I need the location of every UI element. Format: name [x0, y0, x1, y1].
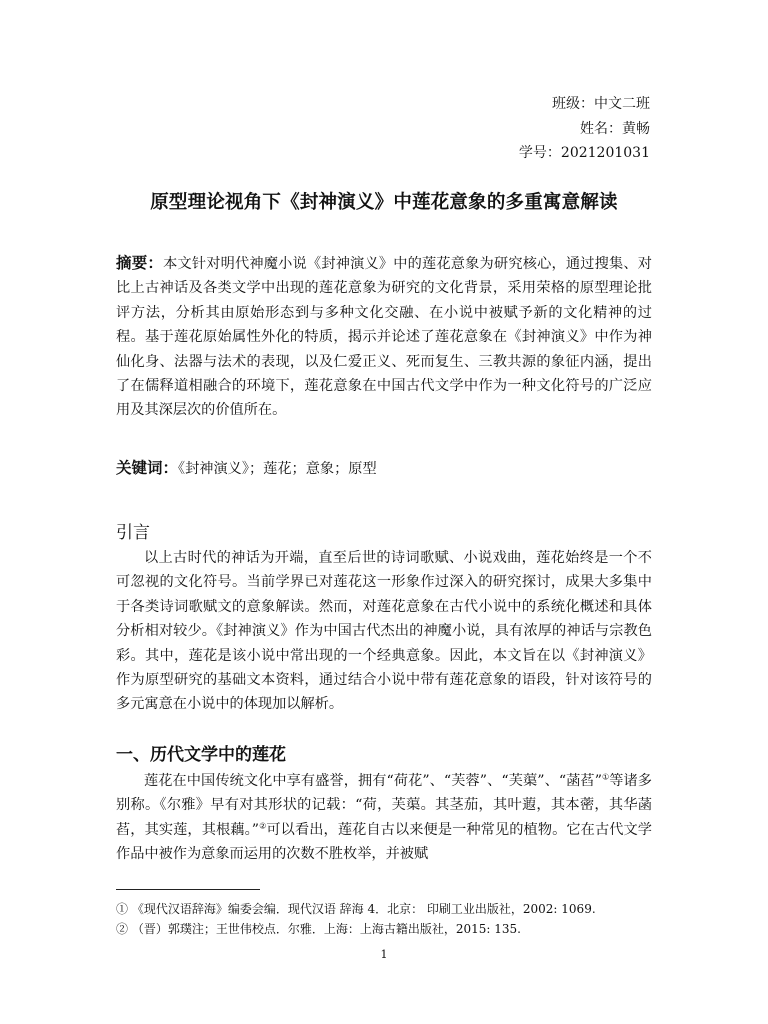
- footnote-ref-1[interactable]: ①: [601, 772, 610, 782]
- abstract: [116, 251, 652, 423]
- section1-text-b: 等诸多别称。《尔雅》早有对其形状的记载：“荷，芙蕖。其茎茄，其叶蕸，其本蔤，其华菡萏，其实莲，其根藕。”: [116, 773, 652, 838]
- paper-title: 原型理论视角下《封神演义》中莲花意象的多重寓意解读: [150, 192, 618, 213]
- section1-text-a: 莲花在中国传统文化中享有盛誉，拥有“荷花”、“芙蓉”、“芙蕖”、“菡萏”: [144, 773, 602, 789]
- footnote-1: ① 《现代汉语辞海》编委会编．现代汉语 辞海 4．北京： 印刷工业出版社，2002: 1069.: [116, 902, 596, 916]
- page-number: 1: [380, 948, 388, 961]
- keywords-text: 《封神演义》；莲花；意象；原型: [178, 461, 377, 477]
- footnote-divider: [116, 889, 260, 890]
- name-line: 姓名：黄畅: [580, 120, 650, 137]
- student-id-line: 学号：2021201031: [518, 145, 650, 161]
- keywords: [116, 456, 652, 481]
- keywords-label: 关键词：: [116, 459, 179, 477]
- abstract-text: 本文针对明代神魔小说《封神演义》中的莲花意象为研究核心，通过搜集、对比上古神话及各类文学中出现的莲花意象为研究的文化背景，采用荣格的原型理论批评方法，分析其由原始形态到与多种文化交融、在小说中被赋予新的文化精神的过程。基于莲花原始属性外化的特质，揭示并论述了莲花意象在《封神演义》中作为神仙化身、法器与法术的表现，以及仁爱正义、死而复生、三教共源的象征内涵，提出了在儒释道相融合的环境下，莲花意象在中国古代文学中作为一种文化符号的广泛应用及其深层次的价值所在。: [116, 256, 652, 419]
- intro-heading: 引言: [116, 523, 150, 543]
- section1-paragraph: [116, 769, 652, 867]
- footnote-2: ② （晋）郭璞注；王世伟校点．尔雅．上海：上海古籍出版社，2015: 135.: [116, 922, 521, 936]
- footnote-ref-2[interactable]: ②: [259, 821, 267, 831]
- abstract-label: 摘要：: [116, 254, 164, 272]
- section1-heading: 一、历代文学中的莲花: [116, 745, 286, 765]
- class-line: 班级：中文二班: [552, 96, 650, 112]
- section1-text-c: 可以看出，莲花自古以来便是一种常见的植物。它在古代文学作品中被作为意象而运用的次数不胜枚举，并被赋: [116, 821, 652, 863]
- intro-paragraph: 以上古时代的神话为开端，直至后世的诗词歌赋、小说戏曲，莲花始终是一个不可忽视的文化符号。当前学界已对莲花这一形象作过深入的研究探讨，成果大多集中于各类诗词歌赋文的意象解读。然而，对莲花意象在古代小说中的系统化概述和具体分析相对较少。《封神演义》作为中国古代杰出的神魔小说，具有浓厚的神话与宗教色彩。其中，莲花是该小说中常出现的一个经典意象。因此，本文旨在以《封神演义》作为原型研究的基础文本资料，通过结合小说中带有莲花意象的语段，针对该符号的多元寓意在小说中的体现加以解析。: [116, 550, 652, 713]
- student-info: [519, 92, 650, 166]
